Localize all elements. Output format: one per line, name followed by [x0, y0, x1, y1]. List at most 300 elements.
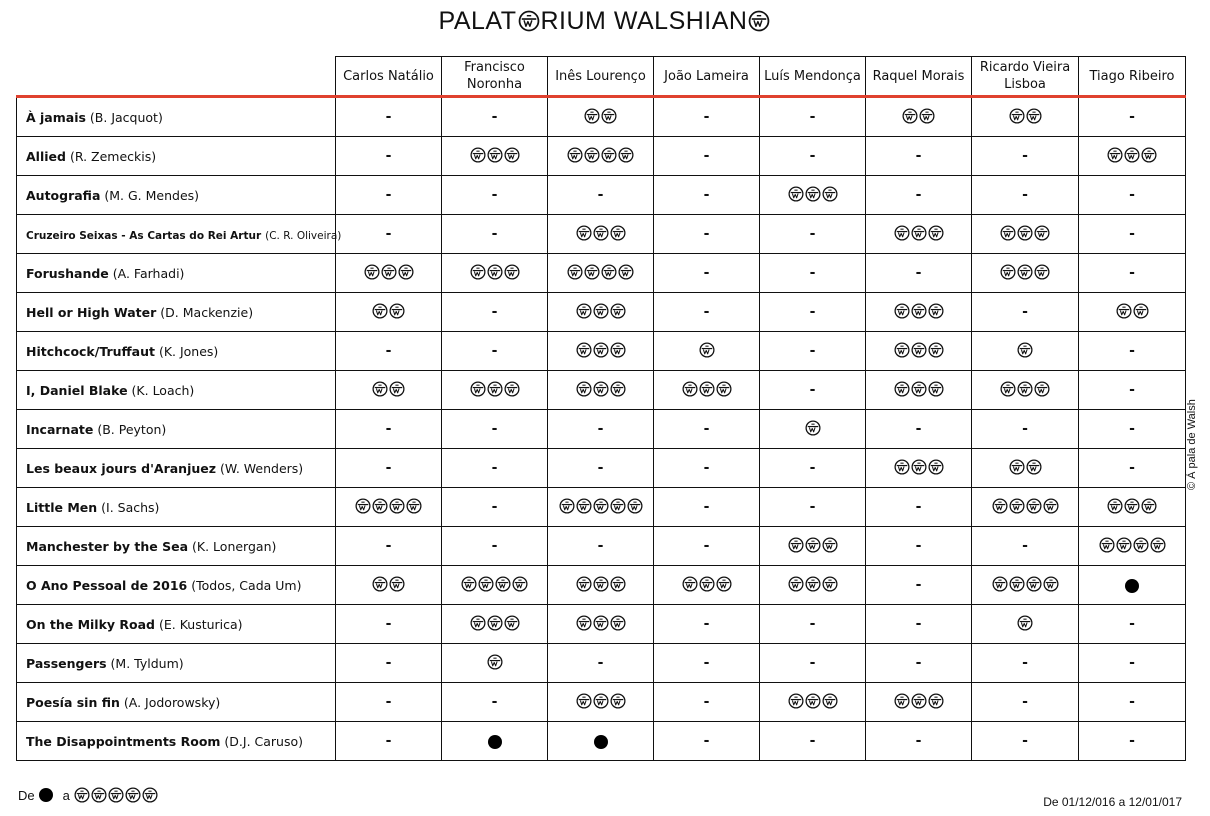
black-dot-icon: [1125, 579, 1139, 593]
walsh-logo-icon: [894, 381, 910, 397]
rating-legend: [18, 786, 158, 804]
rating-cell: [866, 215, 972, 254]
walsh-logo-icon: [584, 264, 600, 280]
walsh-logo-icon: [1009, 108, 1025, 124]
walsh-logo-icon: [788, 576, 804, 592]
table-row: [17, 605, 1186, 644]
rating-cell: [548, 332, 654, 371]
no-rating-dash: -: [1022, 538, 1028, 554]
rating-cell: [442, 215, 548, 254]
walsh-logo-icon: [1124, 498, 1140, 514]
no-rating-dash: -: [703, 109, 710, 125]
rating-cell: [442, 254, 548, 293]
walsh-logo-icon: [372, 303, 388, 319]
walsh-logo-icon: [1017, 615, 1033, 631]
rating-cell: [866, 722, 972, 761]
no-rating-dash: -: [1129, 460, 1135, 476]
rating-cell: [760, 722, 866, 761]
walsh-rating: [788, 537, 838, 553]
rating-cell: [548, 254, 654, 293]
film-cell: [17, 410, 336, 449]
rating-cell: [972, 332, 1079, 371]
walsh-rating: [805, 420, 821, 436]
rating-cell: [336, 683, 442, 722]
rating-cell: [654, 488, 760, 527]
film-director: (K. Lonergan): [192, 538, 277, 554]
walsh-logo-icon: [1043, 498, 1059, 514]
walsh-rating: [894, 303, 944, 319]
rating-cell: [972, 527, 1079, 566]
walsh-logo-icon: [518, 10, 540, 32]
critic-header: João Lameira: [654, 57, 760, 97]
rating-cell: [654, 605, 760, 644]
no-rating-dash: -: [1022, 694, 1028, 710]
no-rating-dash: -: [809, 733, 816, 749]
walsh-logo-icon: [1116, 303, 1132, 319]
rating-cell: [336, 605, 442, 644]
walsh-logo-icon: [512, 576, 528, 592]
no-rating-dash: -: [915, 265, 922, 281]
walsh-logo-icon: [593, 225, 609, 241]
film-title: Autografia: [26, 187, 101, 203]
title-text-end: RIUM WALSHIAN: [540, 6, 748, 35]
film-cell: [17, 97, 336, 137]
walsh-rating: [470, 615, 520, 631]
walsh-logo-icon: [504, 381, 520, 397]
rating-cell: [548, 293, 654, 332]
black-dot-icon: [488, 735, 502, 749]
rating-cell: [972, 449, 1079, 488]
walsh-rating: [461, 576, 528, 592]
rating-cell: [760, 566, 866, 605]
walsh-logo-icon: [822, 186, 838, 202]
table-row: [17, 137, 1186, 176]
film-title: Incarnate: [26, 421, 94, 437]
rating-cell: [548, 488, 654, 527]
walsh-logo-icon: [372, 381, 388, 397]
walsh-logo-icon: [593, 342, 609, 358]
rating-cell: [442, 137, 548, 176]
rating-cell: [548, 449, 654, 488]
walsh-logo-icon: [1000, 225, 1016, 241]
rating-cell: [548, 683, 654, 722]
no-rating-dash: -: [1129, 226, 1135, 242]
rating-cell: [866, 371, 972, 410]
no-rating-dash: -: [1129, 187, 1135, 203]
table-row: [17, 293, 1186, 332]
walsh-logo-icon: [504, 615, 520, 631]
film-director: (B. Peyton): [97, 421, 167, 437]
walsh-rating: [576, 225, 626, 241]
rating-cell: [972, 683, 1079, 722]
walsh-rating: [894, 459, 944, 475]
walsh-rating: [487, 654, 503, 670]
walsh-logo-icon: [1099, 537, 1115, 553]
rating-cell: [1079, 722, 1186, 761]
walsh-logo-icon: [1107, 498, 1123, 514]
rating-cell: [972, 605, 1079, 644]
rating-cell: [548, 371, 654, 410]
rating-cell: [1079, 254, 1186, 293]
no-rating-dash: -: [491, 226, 498, 242]
rating-cell: [548, 605, 654, 644]
no-rating-dash: -: [915, 187, 922, 203]
no-rating-dash: -: [385, 655, 392, 671]
no-rating-dash: -: [703, 655, 710, 671]
rating-cell: [336, 644, 442, 683]
walsh-logo-icon: [627, 498, 643, 514]
rating-cell: [654, 371, 760, 410]
walsh-logo-icon: [593, 693, 609, 709]
rating-cell: [654, 527, 760, 566]
walsh-logo-icon: [576, 576, 592, 592]
no-rating-dash: -: [703, 694, 710, 710]
walsh-logo-icon: [682, 576, 698, 592]
rating-cell: [760, 293, 866, 332]
walsh-logo-icon: [1017, 381, 1033, 397]
walsh-logo-icon: [1141, 147, 1157, 163]
walsh-logo-icon: [398, 264, 414, 280]
rating-cell: [336, 449, 442, 488]
rating-cell: [1079, 137, 1186, 176]
walsh-logo-icon: [699, 381, 715, 397]
rating-cell: [1079, 410, 1186, 449]
no-rating-dash: -: [809, 460, 816, 476]
rating-cell: [442, 683, 548, 722]
walsh-logo-icon: [125, 787, 141, 803]
no-rating-dash: -: [703, 421, 710, 437]
walsh-logo-icon: [576, 498, 592, 514]
rating-cell: [866, 176, 972, 215]
film-director: (W. Wenders): [220, 460, 304, 476]
no-rating-dash: -: [385, 616, 392, 632]
walsh-logo-icon: [364, 264, 380, 280]
rating-cell: [972, 566, 1079, 605]
walsh-logo-icon: [1026, 459, 1042, 475]
film-director: (A. Jodorowsky): [123, 694, 221, 710]
walsh-logo-icon: [911, 459, 927, 475]
no-rating-dash: -: [915, 148, 922, 164]
walsh-rating: [992, 576, 1059, 592]
rating-cell: [866, 293, 972, 332]
rating-cell: [442, 605, 548, 644]
no-rating-dash: -: [491, 343, 498, 359]
title-text-start: PALAT: [438, 6, 517, 35]
film-cell: [17, 137, 336, 176]
walsh-logo-icon: [788, 693, 804, 709]
walsh-logo-icon: [928, 459, 944, 475]
walsh-logo-icon: [682, 381, 698, 397]
walsh-rating: [894, 381, 944, 397]
no-rating-dash: -: [491, 304, 498, 320]
walsh-logo-icon: [567, 147, 583, 163]
rating-cell: [654, 97, 760, 137]
black-dot-icon: [594, 735, 608, 749]
rating-cell: [654, 254, 760, 293]
table-row: [17, 527, 1186, 566]
table-row: [17, 488, 1186, 527]
rating-cell: [972, 176, 1079, 215]
walsh-logo-icon: [928, 225, 944, 241]
ratings-table: [16, 56, 1186, 761]
film-director: (I. Sachs): [101, 499, 160, 515]
walsh-logo-icon: [911, 225, 927, 241]
no-rating-dash: -: [1129, 694, 1135, 710]
rating-cell: [760, 254, 866, 293]
rating-cell: [866, 644, 972, 683]
rating-cell: [1079, 566, 1186, 605]
rating-cell: [972, 215, 1079, 254]
walsh-logo-icon: [610, 303, 626, 319]
rating-cell: [972, 97, 1079, 137]
rating-cell: [336, 137, 442, 176]
no-rating-dash: -: [915, 577, 922, 593]
walsh-rating: [699, 342, 715, 358]
rating-cell: [654, 410, 760, 449]
rating-cell: [760, 644, 866, 683]
rating-cell: [866, 332, 972, 371]
legend-from-label: De: [18, 787, 35, 803]
walsh-logo-icon: [618, 264, 634, 280]
film-title: Passengers: [26, 655, 107, 671]
table-row: [17, 683, 1186, 722]
no-rating-dash: -: [385, 733, 392, 749]
film-director: (M. Tyldum): [110, 655, 184, 671]
walsh-rating: [894, 342, 944, 358]
walsh-rating: [470, 264, 520, 280]
rating-cell: [336, 215, 442, 254]
walsh-logo-icon: [487, 654, 503, 670]
rating-cell: [336, 332, 442, 371]
no-rating-dash: -: [703, 616, 710, 632]
rating-cell: [760, 488, 866, 527]
walsh-logo-icon: [470, 147, 486, 163]
walsh-logo-icon: [716, 576, 732, 592]
film-cell: [17, 332, 336, 371]
no-rating-dash: -: [385, 109, 392, 125]
period-text: De 01/12/016 a 12/01/017: [1043, 795, 1182, 809]
rating-cell: [866, 254, 972, 293]
rating-cell: [442, 332, 548, 371]
rating-cell: [972, 644, 1079, 683]
rating-cell: [336, 97, 442, 137]
no-rating-dash: -: [703, 460, 710, 476]
walsh-logo-icon: [610, 498, 626, 514]
walsh-logo-icon: [902, 108, 918, 124]
walsh-logo-icon: [389, 576, 405, 592]
rating-cell: [442, 644, 548, 683]
film-cell: [17, 293, 336, 332]
rating-cell: [442, 410, 548, 449]
rating-cell: [760, 605, 866, 644]
no-rating-dash: -: [809, 304, 816, 320]
walsh-logo-icon: [1124, 147, 1140, 163]
no-rating-dash: -: [1129, 343, 1135, 359]
rating-cell: [548, 566, 654, 605]
no-rating-dash: -: [1022, 733, 1028, 749]
walsh-logo-icon: [805, 537, 821, 553]
walsh-rating: [682, 576, 732, 592]
walsh-logo-icon: [1017, 225, 1033, 241]
walsh-rating: [576, 576, 626, 592]
no-rating-dash: -: [491, 538, 498, 554]
film-title: Poesía sin fin: [26, 694, 120, 710]
no-rating-dash: -: [809, 655, 816, 671]
rating-cell: [548, 137, 654, 176]
walsh-rating: [1017, 615, 1033, 631]
rating-cell: [1079, 215, 1186, 254]
walsh-logo-icon: [699, 342, 715, 358]
film-title: Hell or High Water: [26, 304, 157, 320]
walsh-logo-icon: [108, 787, 124, 803]
film-cell: [17, 371, 336, 410]
no-rating-dash: -: [597, 655, 604, 671]
walsh-rating: [470, 147, 520, 163]
walsh-logo-icon: [593, 498, 609, 514]
rating-cell: [760, 176, 866, 215]
critics-header-row: [17, 57, 1186, 97]
no-rating-dash: -: [809, 343, 816, 359]
table-row: [17, 332, 1186, 371]
critic-header: Luís Mendonça: [760, 57, 866, 97]
no-rating-dash: -: [703, 733, 710, 749]
rating-cell: [972, 137, 1079, 176]
walsh-logo-icon: [911, 693, 927, 709]
critic-header: Tiago Ribeiro: [1079, 57, 1186, 97]
walsh-logo-icon: [699, 576, 715, 592]
no-rating-dash: -: [1022, 655, 1028, 671]
no-rating-dash: -: [491, 421, 498, 437]
no-rating-dash: -: [703, 187, 710, 203]
walsh-logo-icon: [1141, 498, 1157, 514]
walsh-logo-icon: [1009, 459, 1025, 475]
no-rating-dash: -: [1129, 616, 1135, 632]
no-rating-dash: -: [385, 460, 392, 476]
table-row: [17, 644, 1186, 683]
walsh-logo-icon: [1017, 342, 1033, 358]
walsh-rating: [1000, 225, 1050, 241]
walsh-rating: [559, 498, 643, 514]
rating-cell: [654, 449, 760, 488]
film-title: The Disappointments Room: [26, 733, 221, 749]
walsh-logo-icon: [1026, 108, 1042, 124]
walsh-logo-icon: [576, 225, 592, 241]
rating-cell: [442, 176, 548, 215]
no-rating-dash: -: [385, 148, 392, 164]
walsh-logo-icon: [716, 381, 732, 397]
no-rating-dash: -: [703, 148, 710, 164]
rating-cell: [866, 527, 972, 566]
walsh-logo-icon: [495, 576, 511, 592]
rating-cell: [1079, 488, 1186, 527]
film-director: (R. Zemeckis): [69, 148, 157, 164]
walsh-logo-icon: [894, 303, 910, 319]
header-corner: [17, 57, 336, 97]
walsh-logo-icon: [894, 225, 910, 241]
walsh-logo-icon: [504, 147, 520, 163]
no-rating-dash: -: [703, 265, 710, 281]
film-cell: [17, 488, 336, 527]
walsh-logo-icon: [610, 342, 626, 358]
rating-cell: [336, 488, 442, 527]
walsh-logo-icon: [610, 615, 626, 631]
film-title: Allied: [26, 148, 66, 164]
walsh-logo-icon: [567, 264, 583, 280]
film-cell: [17, 254, 336, 293]
rating-cell: [442, 722, 548, 761]
rating-cell: [760, 332, 866, 371]
walsh-rating: [372, 303, 405, 319]
rating-cell: [548, 410, 654, 449]
film-title: Manchester by the Sea: [26, 538, 189, 554]
no-rating-dash: -: [703, 304, 710, 320]
walsh-logo-icon: [372, 498, 388, 514]
walsh-logo-icon: [928, 342, 944, 358]
no-rating-dash: -: [809, 499, 816, 515]
no-rating-dash: -: [1022, 304, 1028, 320]
table-row: [17, 97, 1186, 137]
walsh-rating: [372, 576, 405, 592]
rating-cell: [442, 488, 548, 527]
walsh-logo-icon: [610, 693, 626, 709]
film-director: (A. Farhadi): [112, 265, 185, 281]
rating-cell: [654, 332, 760, 371]
walsh-logo-icon: [822, 576, 838, 592]
walsh-logo-icon: [1150, 537, 1166, 553]
rating-cell: [548, 644, 654, 683]
rating-cell: [548, 527, 654, 566]
rating-cell: [1079, 527, 1186, 566]
critic-header: Francisco Noronha: [442, 57, 548, 97]
walsh-logo-icon: [992, 498, 1008, 514]
film-director: (E. Kusturica): [158, 616, 243, 632]
walsh-logo-icon: [461, 576, 477, 592]
walsh-logo-icon: [406, 498, 422, 514]
walsh-logo-icon: [894, 693, 910, 709]
rating-cell: [760, 371, 866, 410]
film-cell: [17, 215, 342, 254]
walsh-logo-icon: [610, 225, 626, 241]
no-rating-dash: -: [1022, 148, 1028, 164]
copyright-text: © À pala de Walsh: [1186, 399, 1198, 490]
rating-cell: [654, 176, 760, 215]
no-rating-dash: -: [915, 421, 922, 437]
no-rating-dash: -: [703, 499, 710, 515]
table-row: [17, 254, 1186, 293]
no-rating-dash: -: [385, 421, 392, 437]
rating-cell: [972, 410, 1079, 449]
walsh-logo-icon: [805, 186, 821, 202]
film-cell: [17, 644, 336, 683]
walsh-logo-icon: [504, 264, 520, 280]
no-rating-dash: -: [915, 655, 922, 671]
no-rating-dash: -: [597, 538, 604, 554]
walsh-logo-icon: [1034, 264, 1050, 280]
rating-cell: [654, 722, 760, 761]
walsh-logo-icon: [928, 303, 944, 319]
walsh-logo-icon: [91, 787, 107, 803]
film-title: O Ano Pessoal de 2016: [26, 577, 188, 593]
walsh-logo-icon: [576, 342, 592, 358]
film-director: (C. R. Oliveira): [265, 229, 342, 242]
walsh-logo-icon: [788, 186, 804, 202]
rating-cell: [972, 488, 1079, 527]
walsh-rating: [1017, 342, 1033, 358]
film-cell: [17, 605, 336, 644]
rating-cell: [1079, 683, 1186, 722]
critic-header: Ricardo Vieira Lisboa: [972, 57, 1079, 97]
walsh-logo-icon: [470, 264, 486, 280]
